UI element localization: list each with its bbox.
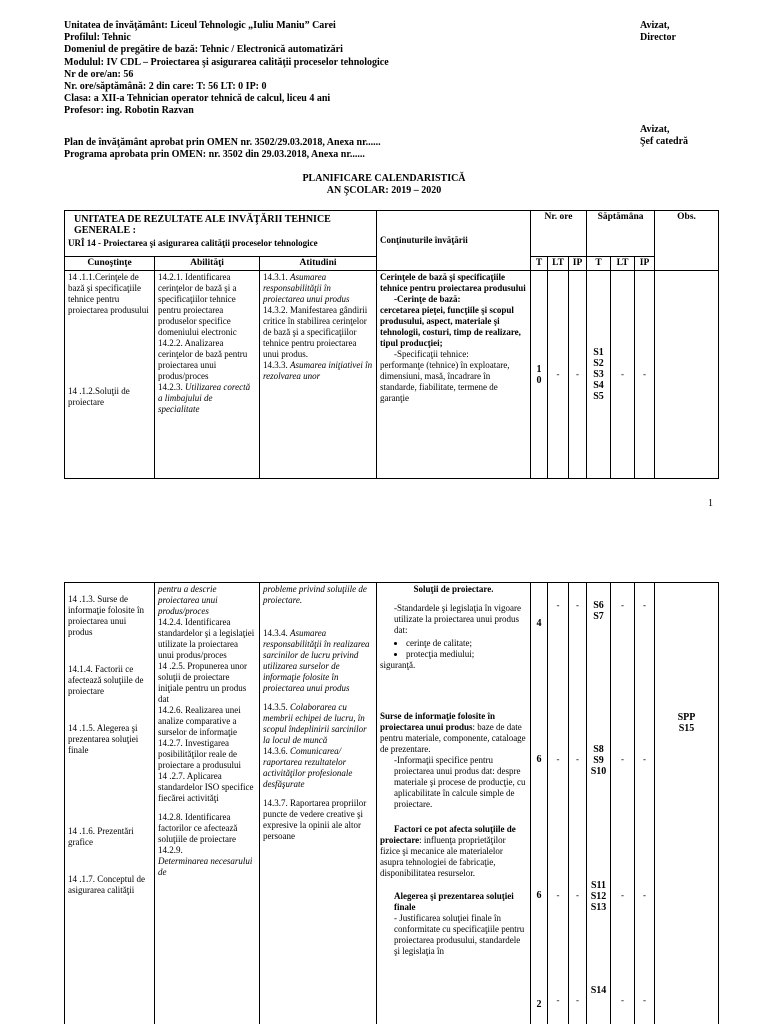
- continut-text: -Informaţii specifice pentru proiectarea unui produs dat: despre materiale şi procese de producţie, cu aplicabilitate în calcule simple de proiectare.: [394, 755, 526, 809]
- continut-text: cercetarea pieţei, funcţiile şi scopul produsului, aspect, materiale şi tehnologii, costuri, timp de realizare, tipul producţiei;: [380, 305, 521, 348]
- saptamana-t-cell: S1 S2 S3 S4 S5: [587, 271, 611, 479]
- header-line: Unitatea de învăţământ: Liceul Tehnologic „Iuliu Maniu” Carei: [64, 20, 336, 31]
- ore-lt-cell: - - - -: [548, 583, 569, 1024]
- saptamana-lt-cell: - - - -: [611, 583, 635, 1024]
- avizat-sef-catedra: Avizat, Şef catedră: [640, 124, 689, 148]
- plan-line: Programa aprobata prin OMEN: nr. 3502 din 29.03.2018, Anexa nr......: [64, 149, 365, 161]
- t-header: T: [531, 257, 548, 271]
- atitudini-cell: [260, 583, 377, 1024]
- cunostinte-item: 14 .1.2.Soluţii de proiectare: [68, 386, 130, 407]
- document-title: PLANIFICARE CALENDARISTICĂ: [302, 173, 466, 184]
- header-line: Clasa: a XII-a Tehnician operator tehnică de calcul, liceu 4 ani: [64, 93, 331, 105]
- cunostinte-item: 14.1.4. Factorii ce afectează soluţiile de proiectare: [68, 664, 144, 696]
- abilitati-cell: [155, 271, 260, 479]
- atitudini-cell: [260, 271, 377, 479]
- continut-cell: [377, 583, 531, 1024]
- uri-name: URÎ 14 - Proiectarea şi asigurarea calităţii proceselor tehnologice: [68, 238, 318, 248]
- header-line: Domeniul de pregătire de bază: Tehnic / Electronică automatizări: [64, 44, 343, 56]
- saptamana-ip-cell: -: [635, 271, 655, 479]
- header-line: Profilul: Tehnic: [64, 32, 131, 44]
- continuturi-header: Conţinuturile învăţării: [377, 211, 531, 271]
- continut-text: performanţe (tehnice) în exploatare, dimensiuni, masă, încadrare în standarde, fiabilitate, termene de garanţie: [380, 360, 510, 403]
- abilitati-item: 14.2.4. Identificarea standardelor şi a legislaţiei utilizate la proiectarea unui produs/proces: [158, 617, 255, 660]
- continut-subtitle: -Specificaţii tehnice:: [394, 349, 469, 359]
- continut-title: Cerinţele de bază şi specificaţiile tehnice pentru proiectarea produsului: [380, 272, 526, 293]
- school-year: AN ŞCOLAR: 2019 – 2020: [326, 185, 442, 196]
- abilitati-item: 14.2.6. Realizarea unei analize comparative a surselor de informaţie: [158, 705, 241, 737]
- ip-header: IP: [635, 257, 655, 271]
- plan-line: Plan de învăţământ aprobat prin OMEN nr. 3502/29.03.2018, Anexa nr......: [64, 137, 381, 148]
- cunostinte-item: 14 .1.6. Prezentări grafice: [68, 826, 134, 847]
- plan-info: [64, 137, 381, 161]
- atitudini-item: 14.3.7. Raportarea propriilor puncte de vedere creative şi expresive la opinii ale altor persoane: [263, 798, 367, 841]
- atitudini-item: 14.3.6. Comunicarea/ raportarea rezultatelor activităţilor profesionale desfăşurate: [263, 746, 353, 789]
- atitudini-item: probleme privind soluţiile de proiectare.: [263, 584, 367, 605]
- cunostinte-cell: [65, 583, 155, 1024]
- abilitati-item: 14 .2.7. Aplicarea standardelor ISO specifice fiecărei activităţi: [158, 771, 254, 803]
- continut-text: Surse de informaţie folosite în proiectarea unui produs: baze de date pentru materiale, componente, cataloage de prezentare.: [380, 711, 526, 754]
- cunostinte-item: 14 .1.7. Conceptul de asigurarea calităţii: [68, 874, 145, 895]
- atitudini-item: 14.3.4. Asumarea responsabilităţii în realizarea sarcinilor de lucru privind utilizarea surselor de informaţie folosite în proiectarea unui produs: [263, 628, 370, 693]
- atitudini-item: 14.3.1. Asumarea responsabilităţii în proiectarea unui produs: [263, 272, 350, 304]
- cunostinte-header: Cunoştinţe: [65, 257, 155, 271]
- continut-text: - Justificarea soluţiei finale în conformitate cu specificaţiile pentru proiectarea produsului, standardele şi legislaţia în: [394, 913, 525, 956]
- saptamana-lt-cell: -: [611, 271, 635, 479]
- saptamana-header: Săptămâna: [587, 211, 655, 227]
- cunostinte-item: 14 .1.1.Cerinţele de bază şi specificaţiile tehnice pentru proiectarea produsului: [68, 272, 149, 315]
- planning-table-page-2: [64, 582, 719, 1024]
- header-line: Modulul: IV CDL – Proiectarea şi asigurarea calităţii proceselor tehnologice: [64, 56, 389, 68]
- continut-title: Alegerea şi prezentarea soluţiei finale: [394, 891, 514, 912]
- abilitati-item: 14.2.8. Identificarea factorilor ce afectează soluţiile de proiectare: [158, 812, 238, 844]
- uri-title: UNITATEA DE REZULTATE ALE INVĂŢĂRII TEHNICE GENERALE :: [74, 214, 331, 236]
- t-header: T: [587, 257, 611, 271]
- continut-bullet-list: • cerinţe de calitate; • protecţia mediului;: [380, 638, 527, 660]
- continut-text: -Standardele şi legislaţia în vigoare utilizate la proiectarea unui produs dat:: [394, 603, 521, 635]
- obs-cell: [655, 271, 719, 479]
- page-separator: [0, 520, 768, 575]
- avizat-director: Avizat, Director: [640, 20, 676, 44]
- atitudini-item: 14.3.3. Asumarea iniţiativei în rezolvarea unor: [263, 360, 373, 381]
- abilitati-item: 14.2.2. Analizarea cerinţelor de bază pentru proiectarea unui produs/proces: [158, 338, 248, 381]
- header-line: Profesor: ing. Robotin Razvan: [64, 105, 194, 117]
- abilitati-item: 14.2.3. Utilizarea corectă a limbajului de specialitate: [158, 382, 251, 414]
- abilitati-item: pentru a descrie proiectarea unui produs/proces: [158, 584, 218, 616]
- header-line: Nr de ore/an: 56: [64, 68, 134, 80]
- lt-header: LT: [611, 257, 635, 271]
- planning-table-page-1: [64, 210, 719, 479]
- cunostinte-item: 14 .1.3. Surse de informaţie folosite în proiectarea unui produs: [68, 594, 144, 637]
- abilitati-cell: [155, 583, 260, 1024]
- abilitati-item: 14.2.1. Identificarea cerinţelor de bază şi a specificaţiilor tehnice pentru proiectarea produselor specifice domeniului electronic: [158, 272, 237, 337]
- abilitati-item: 14.2.7. Investigarea posibilităţilor reale de proiectare a produsului: [158, 738, 241, 770]
- atitudini-item: 14.3.2. Manifestarea gândirii critice în stabilirea cerinţelor de bază şi a specificaţiilor tehnice pentru proiectarea unui produs.: [263, 305, 368, 359]
- ore-t-cell: 1 0: [531, 271, 548, 479]
- abilitati-item: 14 .2.5. Propunerea unor soluţii de proiectare iniţiale pentru un produs dat: [158, 661, 247, 704]
- continut-title: Soluţii de proiectare.: [413, 584, 494, 594]
- abilitati-header: Abilităţi: [155, 257, 260, 271]
- abilitati-item: Determinarea necesarului de: [158, 856, 253, 877]
- ore-ip-cell: -: [569, 271, 587, 479]
- saptamana-ip-cell: - - - -: [635, 583, 655, 1024]
- ore-t-cell: 4 6 6 2: [531, 583, 548, 1024]
- continut-subtitle: -Cerinţe de bază:: [394, 294, 461, 304]
- ore-ip-cell: - - - -: [569, 583, 587, 1024]
- header-info: [64, 20, 389, 118]
- nr-ore-header: Nr. ore: [531, 211, 587, 227]
- page-number: 1: [708, 498, 713, 509]
- abilitati-item: 14.2.9.: [158, 845, 183, 855]
- continut-text: Factori ce pot afecta soluţiile de proiectare: influenţa proprietăţilor fizice şi mecanice ale materialelor asupra tehnologiei de fabricaţie, disponibilitatea resurselor.: [380, 824, 516, 878]
- obs-cell: [655, 583, 719, 1024]
- continut-text: siguranţă.: [380, 660, 416, 670]
- document-page-2: [0, 575, 768, 1024]
- ore-lt-cell: -: [548, 271, 569, 479]
- cunostinte-item: 14 .1.5. Alegerea şi prezentarea soluţiei finale: [68, 723, 139, 755]
- header-line: Nr. ore/săptămână: 2 din care: T: 56 LT: 0 IP: 0: [64, 81, 267, 93]
- obs-header: Obs.: [655, 211, 719, 271]
- obs-note: SPP: [677, 712, 696, 723]
- obs-note: S15: [678, 723, 695, 734]
- saptamana-t-cell: S6 S7 S8 S9 S10 S11 S12 S13 S14: [587, 583, 611, 1024]
- cunostinte-cell: [65, 271, 155, 479]
- continut-cell: [377, 271, 531, 479]
- lt-header: LT: [548, 257, 569, 271]
- atitudini-header: Atitudini: [260, 257, 377, 271]
- atitudini-item: 14.3.5. Colaborarea cu membrii echipei de lucru, în scopul îndeplinirii sarcinilor la locul de muncă: [263, 702, 367, 745]
- uri-header: [65, 211, 377, 257]
- ip-header: IP: [569, 257, 587, 271]
